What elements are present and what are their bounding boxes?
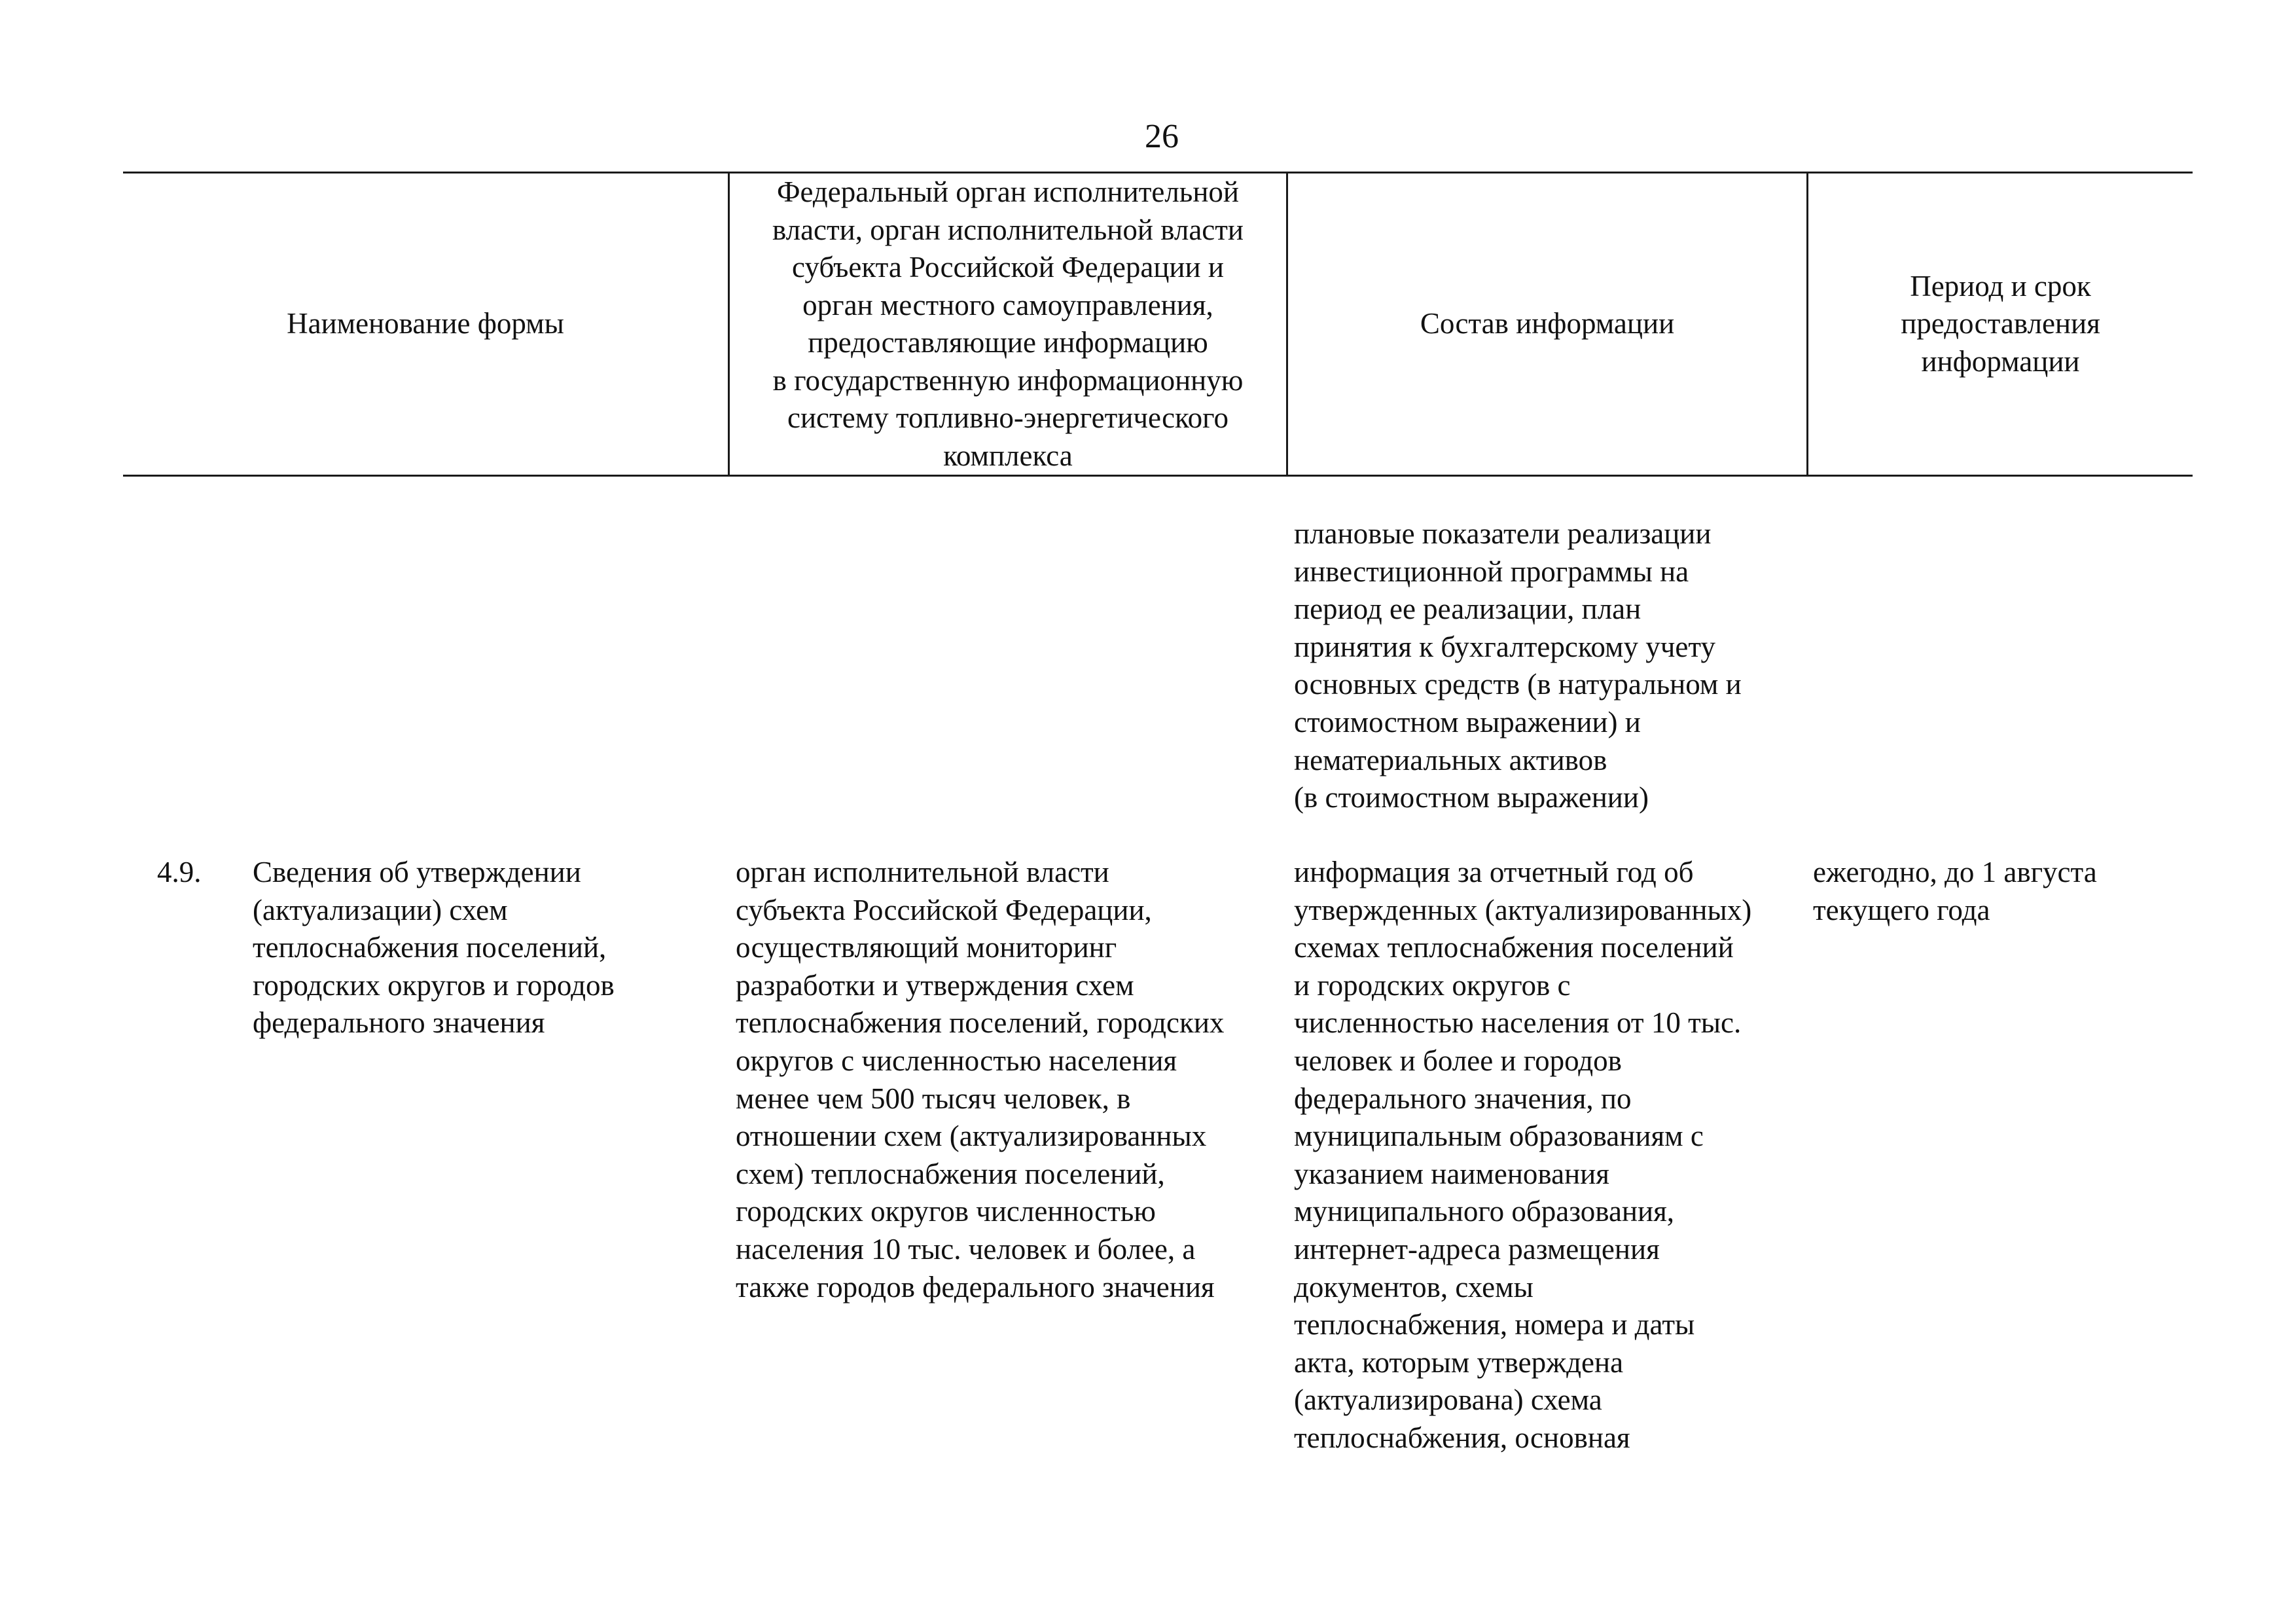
header-authority-line: систему топливно-энергетического bbox=[787, 401, 1229, 434]
text-line: теплоснабжения поселений, городских bbox=[736, 1006, 1225, 1040]
header-authority-line: комплекса bbox=[943, 439, 1073, 472]
text-line: городских округов численностью bbox=[736, 1195, 1156, 1228]
text-line: основных средств (в натуральном и bbox=[1294, 668, 1742, 701]
header-period bbox=[1808, 173, 2193, 475]
text-line: численностью населения от 10 тыс. bbox=[1294, 1006, 1742, 1040]
text-line: интернет-адреса размещения bbox=[1294, 1232, 1660, 1266]
text-line: информация за отчетный год об bbox=[1294, 856, 1694, 888]
header-info-composition-text: Состав информации bbox=[1420, 307, 1675, 340]
text-line: схемах теплоснабжения поселений bbox=[1294, 931, 1734, 964]
header-info-composition bbox=[1288, 173, 1806, 475]
header-period-line: информации bbox=[1921, 344, 2080, 378]
text-line: Сведения об утверждении bbox=[253, 856, 581, 888]
text-line: инвестиционной программы на bbox=[1294, 555, 1689, 588]
text-line: городских округов и городов bbox=[253, 968, 615, 1002]
text-line: осуществляющий мониторинг bbox=[736, 931, 1117, 964]
text-line: текущего года bbox=[1813, 893, 1990, 926]
text-line: округов с численностью населения bbox=[736, 1044, 1177, 1077]
header-authority-line: в государственную информационную bbox=[772, 363, 1244, 397]
text-line: утвержденных (актуализированных) bbox=[1294, 893, 1752, 926]
text-line: стоимостном выражении) и bbox=[1294, 705, 1641, 739]
text-line: субъекта Российской Федерации, bbox=[736, 893, 1152, 926]
text-line: отношении схем (актуализированных bbox=[736, 1120, 1207, 1153]
header-authority-line: орган местного самоуправления, bbox=[802, 288, 1213, 321]
text-line: теплоснабжения поселений, bbox=[253, 931, 607, 964]
header-authority-line: субъекта Российской Федерации и bbox=[792, 251, 1224, 283]
text-line: ежегодно, до 1 августа bbox=[1813, 856, 2097, 888]
text-line: орган исполнительной власти bbox=[736, 856, 1109, 888]
text-line: разработки и утверждения схем bbox=[736, 968, 1134, 1002]
text-line: акта, которым утверждена bbox=[1294, 1345, 1624, 1379]
header-authority-line: власти, орган исполнительной власти bbox=[772, 213, 1244, 246]
text-line: и городских округов с bbox=[1294, 968, 1571, 1002]
row-period bbox=[1813, 854, 2097, 929]
row-authority bbox=[736, 854, 1224, 1306]
text-line: муниципальным образованиям с bbox=[1294, 1120, 1704, 1153]
row-form-name bbox=[253, 854, 615, 1042]
text-line: плановые показатели реализации bbox=[1294, 517, 1712, 550]
text-line: теплоснабжения, основная bbox=[1294, 1421, 1630, 1454]
text-line: муниципального образования, bbox=[1294, 1195, 1675, 1228]
row-info-composition bbox=[1294, 854, 1751, 1457]
text-line: федерального значения, по bbox=[1294, 1082, 1632, 1115]
text-line: менее чем 500 тысяч человек, в bbox=[736, 1082, 1131, 1115]
text-line: принятия к бухгалтерскому учету bbox=[1294, 630, 1715, 663]
header-authority-line: Федеральный орган исполнительной bbox=[776, 175, 1239, 208]
header-form-name bbox=[123, 173, 728, 475]
text-line: человек и более и городов bbox=[1294, 1044, 1622, 1077]
text-line: нематериальных активов bbox=[1294, 743, 1607, 776]
text-line: (в стоимостном выражении) bbox=[1294, 781, 1649, 814]
header-bottom-rule bbox=[123, 475, 2193, 477]
header-form-name-text: Наименование формы bbox=[287, 307, 564, 340]
header-period-line: Период и срок bbox=[1910, 269, 2091, 302]
row-number: 4.9. bbox=[157, 856, 202, 888]
text-line: теплоснабжения, номера и даты bbox=[1294, 1308, 1695, 1341]
header-authority-line: предоставляющие информацию bbox=[808, 326, 1208, 359]
text-line: документов, схемы bbox=[1294, 1270, 1534, 1304]
text-line: также городов федерального значения bbox=[736, 1270, 1215, 1304]
text-line: населения 10 тыс. человек и более, а bbox=[736, 1232, 1196, 1266]
text-line: период ее реализации, план bbox=[1294, 593, 1641, 626]
text-line: федерального значения bbox=[253, 1006, 545, 1040]
page-number: 26 bbox=[1145, 118, 1179, 155]
header-authority bbox=[730, 173, 1286, 475]
text-line: (актуализации) схем bbox=[253, 893, 508, 926]
header-period-line: предоставления bbox=[1901, 307, 2100, 340]
text-line: (актуализирована) схема bbox=[1294, 1383, 1602, 1417]
text-line: указанием наименования bbox=[1294, 1157, 1609, 1190]
text-line: схем) теплоснабжения поселений, bbox=[736, 1157, 1165, 1190]
continuation-info bbox=[1294, 515, 1742, 817]
